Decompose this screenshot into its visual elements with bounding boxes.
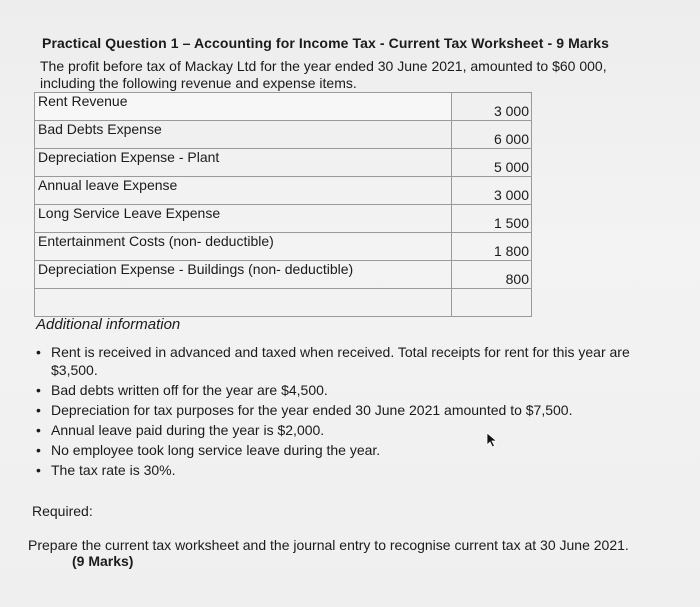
item-value: 5 000: [452, 149, 532, 177]
items-table: [34, 92, 532, 317]
item-label: [35, 289, 452, 317]
bullet-item: • Annual leave paid during the year is $2,000.: [30, 421, 670, 439]
marks-label: (9 Marks): [72, 553, 134, 569]
item-label: Depreciation Expense - Buildings (non- deductible): [35, 261, 452, 289]
table-row: [35, 233, 532, 261]
question-title: Practical Question 1 – Accounting for Income Tax - Current Tax Worksheet - 9 Marks: [42, 35, 610, 51]
item-label: Long Service Leave Expense: [35, 205, 452, 233]
additional-info-list: [30, 343, 670, 481]
table-row: [35, 289, 532, 317]
item-value: 1 800: [452, 233, 532, 261]
item-value: 3 000: [452, 177, 532, 205]
item-label: Bad Debts Expense: [35, 121, 452, 149]
prepare-instruction: Prepare the current tax worksheet and the journal entry to recognise current tax at 30 June 2021.: [28, 537, 629, 553]
item-label: Rent Revenue: [35, 93, 452, 121]
table-row: [35, 149, 532, 177]
table-row: [35, 93, 532, 121]
bullet-item: • The tax rate is 30%.: [30, 461, 670, 479]
table-row: [35, 121, 532, 149]
table-row: [35, 205, 532, 233]
item-label: Annual leave Expense: [35, 177, 452, 205]
question-intro: The profit before tax of Mackay Ltd for the year ended 30 June 2021, amounted to $60 000, including the following revenue and expense items.: [40, 58, 607, 91]
table-row: [35, 177, 532, 205]
item-value: [452, 289, 532, 317]
bullet-item: • No employee took long service leave during the year.: [30, 441, 670, 459]
additional-info-heading: Additional information: [36, 316, 181, 333]
bullet-item: • Bad debts written off for the year are $4,500.: [30, 381, 670, 399]
item-label: Depreciation Expense - Plant: [35, 149, 452, 177]
table-row: [35, 261, 532, 289]
item-value: 1 500: [452, 205, 532, 233]
item-value: 6 000: [452, 121, 532, 149]
item-value: 800: [452, 261, 532, 289]
bullet-item: • Depreciation for tax purposes for the year ended 30 June 2021 amounted to $7,500.: [30, 401, 670, 419]
item-label: Entertainment Costs (non- deductible): [35, 233, 452, 261]
required-label: Required:: [32, 503, 93, 519]
mouse-cursor-icon: [486, 432, 498, 453]
item-value: 3 000: [452, 93, 532, 121]
bullet-item: • Rent is received in advanced and taxed when received. Total receipts for rent for this year are $3,500.: [30, 343, 670, 379]
